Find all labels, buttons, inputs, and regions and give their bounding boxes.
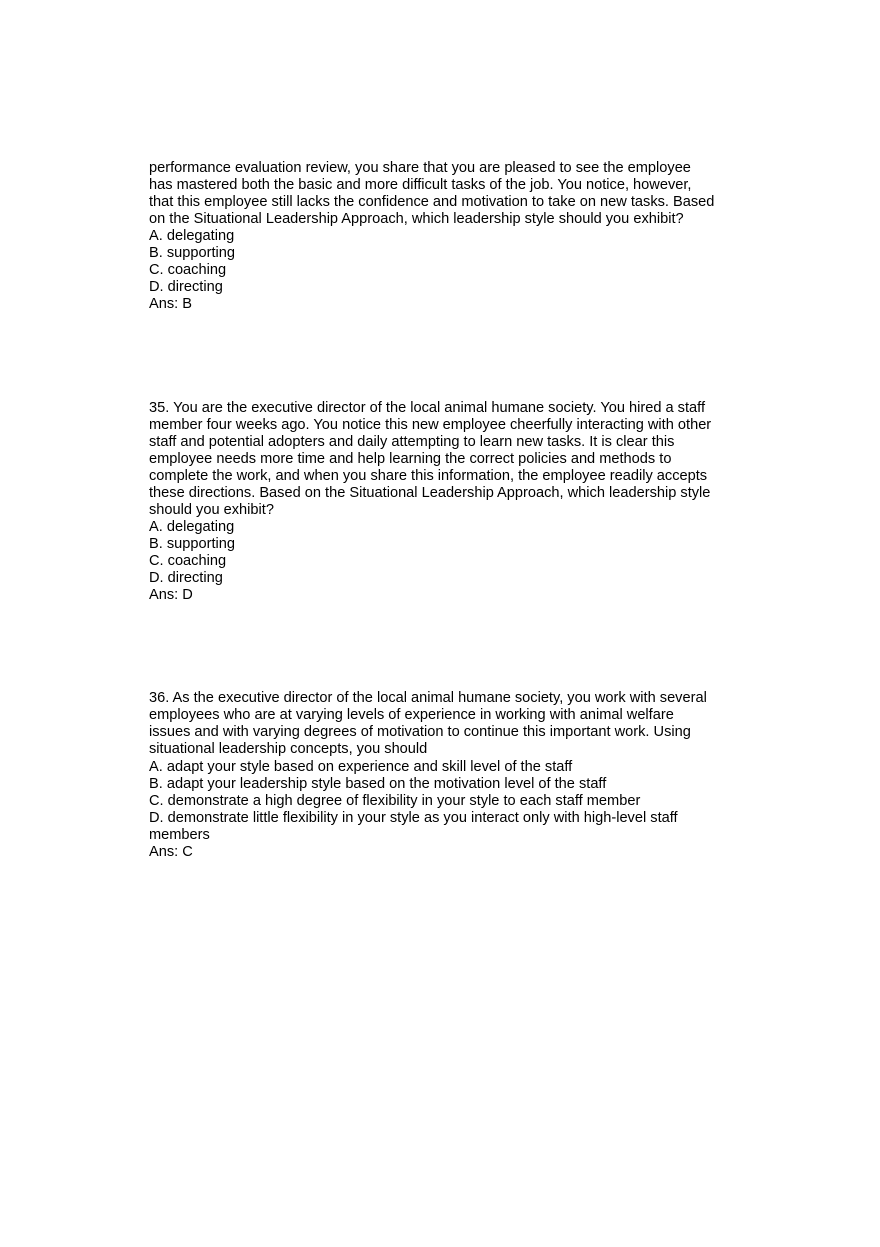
question-text-line: these directions. Based on the Situational Leadership Approach, which leadership style xyxy=(149,485,711,501)
question-text-line: issues and with varying degrees of motivation to continue this important work. Using xyxy=(149,724,691,740)
answer-option: C. demonstrate a high degree of flexibility in your style to each staff member xyxy=(149,793,641,809)
question-text-line: staff and potential adopters and daily attempting to learn new tasks. It is clear this xyxy=(149,434,675,450)
answer-option: A. delegating xyxy=(149,519,235,535)
answer-option: A. delegating xyxy=(149,228,235,244)
answer-option: A. adapt your style based on experience and skill level of the staff xyxy=(149,759,573,775)
question-text-line: situational leadership concepts, you should xyxy=(149,741,428,757)
answer-option: D. directing xyxy=(149,279,223,295)
answer-option: B. supporting xyxy=(149,536,235,552)
answer-option: C. coaching xyxy=(149,262,227,278)
answer-option: B. adapt your leadership style based on the motivation level of the staff xyxy=(149,776,607,792)
answer-key: Ans: C xyxy=(149,844,193,860)
answer-option: C. coaching xyxy=(149,553,227,569)
answer-key: Ans: D xyxy=(149,587,193,603)
answer-option: B. supporting xyxy=(149,245,235,261)
question-text-line: 36. As the executive director of the local animal humane society, you work with several xyxy=(149,690,707,706)
question-text-line: 35. You are the executive director of the local animal humane society. You hired a staff xyxy=(149,400,705,416)
question-text-line: should you exhibit? xyxy=(149,502,274,518)
question-text-line: that this employee still lacks the confidence and motivation to take on new tasks. Based xyxy=(149,194,715,210)
answer-option: D. directing xyxy=(149,570,223,586)
answer-option: D. demonstrate little flexibility in your style as you interact only with high-level staff xyxy=(149,810,678,826)
question-text-line: on the Situational Leadership Approach, which leadership style should you exhibit? xyxy=(149,211,684,227)
answer-key: Ans: B xyxy=(149,296,192,312)
answer-option-continuation: members xyxy=(149,827,210,843)
question-text-line: employee needs more time and help learning the correct policies and methods to xyxy=(149,451,672,467)
question-text-line: has mastered both the basic and more difficult tasks of the job. You notice, however, xyxy=(149,177,692,193)
question-text-line: performance evaluation review, you share that you are pleased to see the employee xyxy=(149,160,691,176)
question-text-line: complete the work, and when you share this information, the employee readily accepts xyxy=(149,468,708,484)
question-text-line: member four weeks ago. You notice this new employee cheerfully interacting with other xyxy=(149,417,712,433)
question-text-line: employees who are at varying levels of experience in working with animal welfare xyxy=(149,707,674,723)
